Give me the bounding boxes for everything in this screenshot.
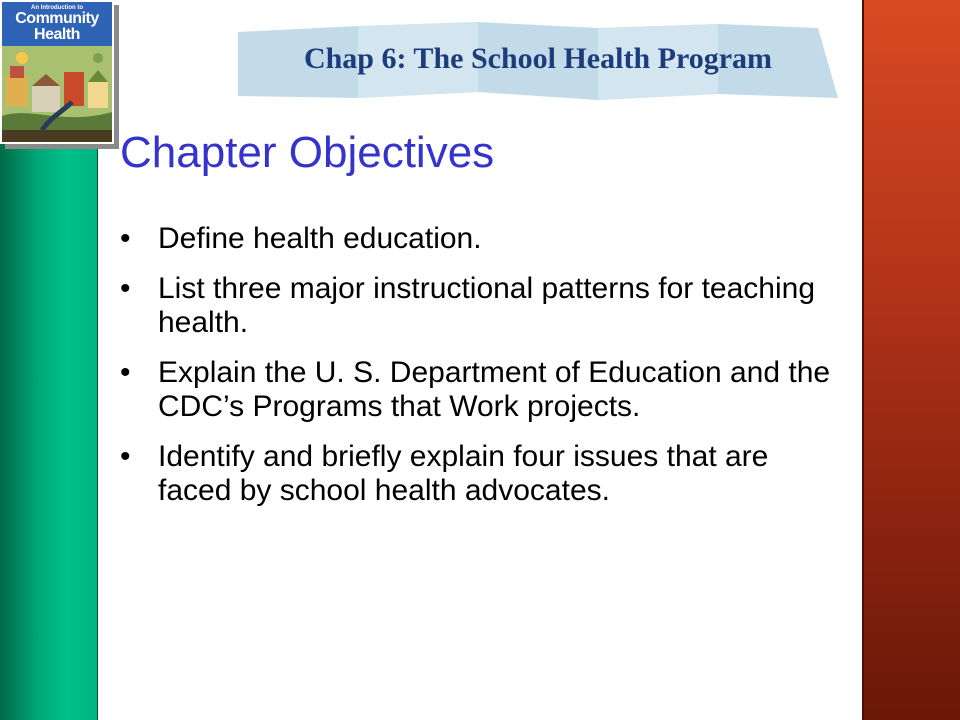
bullet-icon: • <box>120 222 131 255</box>
list-item-text: Define health education. <box>158 222 482 255</box>
book-cover-image <box>0 0 114 144</box>
slide-title: Chapter Objectives <box>120 128 495 177</box>
book-cover-illustration <box>2 46 112 130</box>
list-item <box>120 222 840 256</box>
bullet-icon: • <box>120 440 131 473</box>
book-cover-authors <box>2 130 112 142</box>
list-item <box>120 440 840 508</box>
objectives-list <box>120 222 840 524</box>
header-title: Chap 6: The School Health Program <box>303 42 773 75</box>
book-cover-line1: An Introduction to <box>31 5 83 11</box>
list-item-text: List three major instructional patterns for teaching health. <box>158 272 815 339</box>
right-decorative-bar <box>862 0 960 720</box>
book-cover-title <box>2 2 112 47</box>
header-ribbon <box>238 20 838 102</box>
list-item-text: Identify and briefly explain four issues that are faced by school health advocates. <box>158 440 769 507</box>
bullet-icon: • <box>120 356 131 389</box>
book-cover-line2: Community <box>15 10 99 27</box>
list-item <box>120 356 840 424</box>
bullet-icon: • <box>120 272 131 305</box>
list-item <box>120 272 840 340</box>
book-cover-line3: Health <box>34 26 80 43</box>
list-item-text: Explain the U. S. Department of Education and the CDC’s Programs that Work projects. <box>158 356 831 423</box>
